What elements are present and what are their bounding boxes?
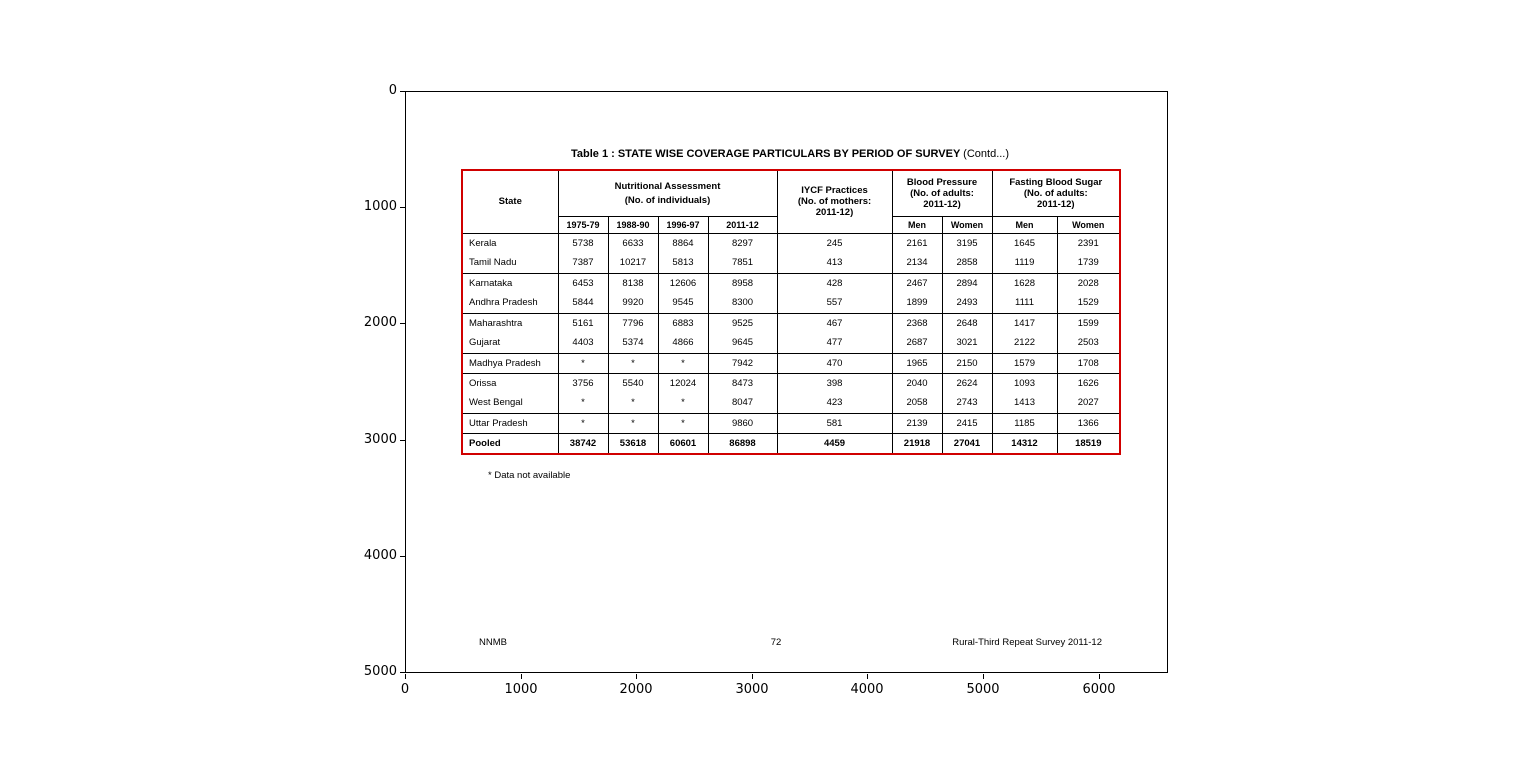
bp-line2: (No. of adults: [910,187,974,199]
value-cell: 2858 [942,253,992,273]
value-cell: * [658,413,708,433]
value-cell: 8958 [708,273,777,293]
value-cell: 7387 [558,253,608,273]
value-cell: 2493 [942,293,992,313]
state-cell: Maharashtra [462,313,558,333]
value-cell: 14312 [992,433,1057,454]
table-row-karnataka [462,273,1120,293]
value-cell: 245 [777,233,892,253]
value-cell: 9645 [708,333,777,353]
header-row-groups [462,170,1120,216]
value-cell: 3195 [942,233,992,253]
value-cell: 1645 [992,233,1057,253]
value-cell: 467 [777,313,892,333]
state-cell: Tamil Nadu [462,253,558,273]
value-cell: 7796 [608,313,658,333]
coverage-table [461,169,1121,455]
value-cell: 1579 [992,353,1057,373]
value-cell: 1366 [1057,413,1120,433]
table-row-tamil-nadu [462,253,1120,273]
value-cell: 6633 [608,233,658,253]
table-title [461,148,1119,160]
y-tick-label: 5000 [363,664,397,679]
value-cell: 38742 [558,433,608,454]
value-cell: 5844 [558,293,608,313]
value-cell: 4866 [658,333,708,353]
value-cell: 1111 [992,293,1057,313]
value-cell: 428 [777,273,892,293]
value-cell: 5540 [608,373,658,393]
value-cell: * [608,353,658,373]
value-cell: 9545 [658,293,708,313]
value-cell: 2040 [892,373,942,393]
value-cell: 1529 [1057,293,1120,313]
table-title-main: Table 1 : STATE WISE COVERAGE PARTICULARS BY PERIOD OF SURVEY [570,148,961,160]
value-cell: 7942 [708,353,777,373]
plot-axes [405,91,1168,673]
footer-right-survey: Rural-Third Repeat Survey 2011-12 [952,637,1102,648]
table-row-orissa [462,373,1120,393]
col-header-iycf [777,170,892,233]
state-cell: Pooled [462,433,558,454]
value-cell: * [658,393,708,413]
value-cell: 1965 [892,353,942,373]
x-tick-label: 4000 [850,682,884,697]
value-cell: 21918 [892,433,942,454]
value-cell: 9860 [708,413,777,433]
value-cell: 423 [777,393,892,413]
value-cell: 2648 [942,313,992,333]
value-cell: 1413 [992,393,1057,413]
data-not-available-footnote: * Data not available [488,470,571,481]
value-cell: 3756 [558,373,608,393]
value-cell: 2058 [892,393,942,413]
value-cell: 581 [777,413,892,433]
value-cell: 53618 [608,433,658,454]
value-cell: 6453 [558,273,608,293]
col-header-state: State [462,170,558,233]
x-tick-mark [521,674,522,679]
value-cell: 1417 [992,313,1057,333]
iycf-line3: 2011-12) [815,207,854,219]
x-tick-label: 5000 [966,682,1000,697]
bp-line3: 2011-12) [923,198,961,210]
col-header-2011-12: 2011-12 [708,216,777,233]
state-cell: West Bengal [462,393,558,413]
x-tick-mark [752,674,753,679]
x-tick-label: 6000 [1082,682,1116,697]
value-cell: 12024 [658,373,708,393]
x-tick-mark [405,674,406,679]
value-cell: 2122 [992,333,1057,353]
value-cell: 27041 [942,433,992,454]
col-header-bp-women: Women [942,216,992,233]
state-cell: Madhya Pradesh [462,353,558,373]
fbs-line2: (No. of adults: [1023,187,1088,199]
value-cell: 1626 [1057,373,1120,393]
x-tick-mark [1099,674,1100,679]
value-cell: 1899 [892,293,942,313]
x-tick-label: 0 [400,682,410,697]
iycf-line1: IYCF Practices [801,185,868,197]
col-header-1975-79: 1975-79 [558,216,608,233]
value-cell: 1628 [992,273,1057,293]
value-cell: 6883 [658,313,708,333]
value-cell: * [608,413,658,433]
value-cell: * [558,353,608,373]
value-cell: * [658,353,708,373]
nutritional-line2: (No. of individuals) [624,194,711,206]
value-cell: 2028 [1057,273,1120,293]
value-cell: 8297 [708,233,777,253]
x-tick-label: 2000 [619,682,653,697]
value-cell: 9920 [608,293,658,313]
value-cell: 470 [777,353,892,373]
col-header-fbs-women: Women [1057,216,1120,233]
table-row-west-bengal [462,393,1120,413]
value-cell: 1185 [992,413,1057,433]
value-cell: 2161 [892,233,942,253]
y-tick-label: 1000 [363,199,397,214]
value-cell: 2134 [892,253,942,273]
value-cell: 2743 [942,393,992,413]
x-tick-label: 3000 [735,682,769,697]
value-cell: 9525 [708,313,777,333]
value-cell: 1119 [992,253,1057,273]
value-cell: 557 [777,293,892,313]
footer-left-nnmb: NNMB [479,637,507,648]
value-cell: 8473 [708,373,777,393]
fbs-line3: 2011-12) [1037,198,1075,210]
bp-line1: Blood Pressure [906,176,978,188]
value-cell: 1599 [1057,313,1120,333]
table-row-kerala [462,233,1120,253]
value-cell: 2687 [892,333,942,353]
x-tick-mark [983,674,984,679]
table-row-andhra-pradesh [462,293,1120,313]
value-cell: 477 [777,333,892,353]
value-cell: 1739 [1057,253,1120,273]
value-cell: 60601 [658,433,708,454]
y-tick-label: 3000 [363,432,397,447]
fbs-line1: Fasting Blood Sugar [1009,176,1103,188]
value-cell: 7851 [708,253,777,273]
value-cell: * [558,393,608,413]
y-tick-label: 0 [388,83,397,98]
col-header-fasting-blood-sugar [992,170,1120,216]
value-cell: 5738 [558,233,608,253]
value-cell: 18519 [1057,433,1120,454]
state-cell: Andhra Pradesh [462,293,558,313]
value-cell: 2624 [942,373,992,393]
footer-page-number: 72 [770,637,782,648]
y-tick-label: 2000 [363,315,397,330]
value-cell: 5374 [608,333,658,353]
x-tick-mark [867,674,868,679]
state-cell: Gujarat [462,333,558,353]
value-cell: 86898 [708,433,777,454]
x-tick-mark [636,674,637,679]
value-cell: 1708 [1057,353,1120,373]
table-row-madhya-pradesh [462,353,1120,373]
value-cell: 5161 [558,313,608,333]
col-header-1996-97: 1996-97 [658,216,708,233]
col-header-bp-men: Men [892,216,942,233]
value-cell: 4459 [777,433,892,454]
value-cell: 2139 [892,413,942,433]
value-cell: 2368 [892,313,942,333]
state-cell: Karnataka [462,273,558,293]
value-cell: 10217 [608,253,658,273]
value-cell: 2027 [1057,393,1120,413]
value-cell: 8047 [708,393,777,413]
value-cell: 12606 [658,273,708,293]
y-tick-label: 4000 [363,548,397,563]
value-cell: 2503 [1057,333,1120,353]
table-row-pooled [462,433,1120,454]
value-cell: 8300 [708,293,777,313]
state-cell: Kerala [462,233,558,253]
value-cell: 413 [777,253,892,273]
value-cell: 5813 [658,253,708,273]
table-title-suffix: (Contd...) [963,148,1010,160]
value-cell: 8864 [658,233,708,253]
value-cell: 3021 [942,333,992,353]
table-row-maharashtra [462,313,1120,333]
value-cell: 2150 [942,353,992,373]
value-cell: 2467 [892,273,942,293]
col-header-1988-90: 1988-90 [608,216,658,233]
value-cell: * [558,413,608,433]
value-cell: * [608,393,658,413]
value-cell: 4403 [558,333,608,353]
x-tick-label: 1000 [504,682,538,697]
value-cell: 2415 [942,413,992,433]
iycf-line2: (No. of mothers: [797,196,872,208]
value-cell: 1093 [992,373,1057,393]
nutritional-line1: Nutritional Assessment [614,180,721,192]
value-cell: 398 [777,373,892,393]
col-header-blood-pressure [892,170,992,216]
table-row-uttar-pradesh [462,413,1120,433]
state-cell: Uttar Pradesh [462,413,558,433]
value-cell: 2894 [942,273,992,293]
value-cell: 2391 [1057,233,1120,253]
table-row-gujarat [462,333,1120,353]
col-header-fbs-men: Men [992,216,1057,233]
value-cell: 8138 [608,273,658,293]
col-header-nutritional-assessment [558,170,777,216]
state-cell: Orissa [462,373,558,393]
